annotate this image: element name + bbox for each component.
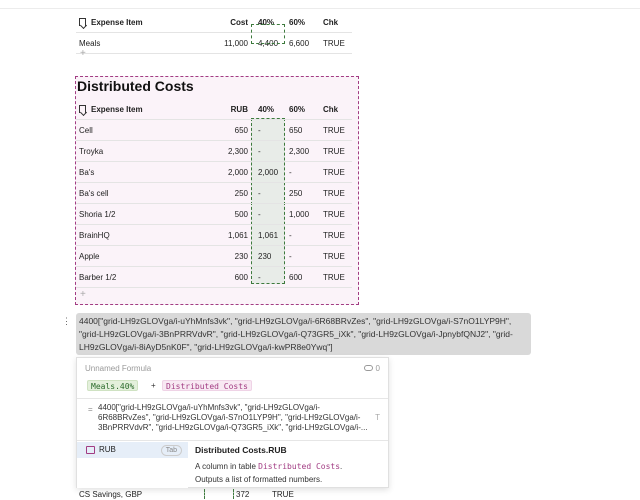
cell-60[interactable]: 6,600	[289, 38, 310, 48]
column-header-60[interactable]: 60%	[289, 17, 306, 27]
table-row[interactable]	[76, 204, 352, 225]
detail-description: A column in table Distributed Costs. Outputs a list of formatted numbers.	[195, 462, 343, 484]
cell-60[interactable]: 1,000	[289, 209, 310, 219]
cell-chk[interactable]: TRUE	[323, 167, 345, 177]
column-header-expense-item[interactable]: Expense Item	[79, 99, 143, 119]
cell-chk[interactable]: TRUE	[323, 146, 345, 156]
column-header-chk[interactable]: Chk	[323, 104, 339, 114]
formula-editor-popup	[76, 357, 389, 488]
table-row[interactable]	[76, 246, 352, 267]
cell-rub[interactable]: 250	[234, 188, 248, 198]
cell-name[interactable]: Apple	[79, 251, 100, 261]
table-title: Distributed Costs	[77, 78, 194, 94]
column-header-60[interactable]: 60%	[289, 104, 306, 114]
table-header-row	[76, 12, 352, 33]
autocomplete-list	[77, 442, 188, 488]
cell-rub[interactable]: 2,300	[227, 146, 248, 156]
autocomplete-item-rub[interactable]	[77, 442, 188, 458]
formula-chip-distributed-costs[interactable]: Distributed Costs	[162, 380, 252, 391]
cell-chk[interactable]: TRUE	[323, 272, 345, 282]
cell-chk[interactable]: TRUE	[323, 251, 345, 261]
column-header-rub[interactable]: RUB	[230, 104, 248, 114]
cell-chk[interactable]: TRUE	[323, 125, 345, 135]
meals-table	[76, 12, 352, 54]
cell-40[interactable]: 1,061	[258, 230, 279, 240]
cell-rub[interactable]: 230	[234, 251, 248, 261]
top-divider	[0, 8, 640, 9]
cell-40[interactable]: 4,400	[258, 38, 279, 48]
tab-key-hint: Tab	[161, 445, 182, 456]
divider	[77, 440, 388, 441]
autocomplete-detail	[195, 445, 385, 486]
formula-name[interactable]: Unnamed Formula	[85, 364, 152, 373]
cell-60[interactable]: -	[289, 167, 292, 177]
column-header-expense-item[interactable]: Expense Item	[79, 12, 143, 32]
cell-rub[interactable]: 600	[234, 272, 248, 282]
column-header-chk[interactable]: Chk	[323, 17, 339, 27]
cell-rub[interactable]: 650	[234, 125, 248, 135]
cell-60[interactable]: 650	[289, 125, 303, 135]
table-row[interactable]	[76, 183, 352, 204]
formula-operator-plus: +	[151, 381, 156, 390]
cell-60[interactable]: 372	[236, 489, 250, 499]
table-row[interactable]	[76, 120, 352, 141]
column-icon	[86, 446, 95, 454]
cell-chk[interactable]: TRUE	[272, 489, 294, 499]
table-row[interactable]	[76, 162, 352, 183]
cell-60[interactable]: 2,300	[289, 146, 310, 156]
cell-name[interactable]: Barber 1/2	[79, 272, 117, 282]
formula-result-preview: 4400["grid-LH9zGLOVga/i-uYhMnfs3vk", "grid-LH9zGLOVga/i-6R68BRvZes", "grid-LH9zGLOVga/i-S7nO1LYP9H", "grid-LH9zGLOVga/i-3BnPRRVdvR", "grid-LH9zGLOVga/i-Q73GR5_iXk", "grid-LH9zGLOVga/i-...	[98, 403, 368, 432]
link-icon	[364, 365, 373, 371]
cell-40[interactable]: -	[258, 272, 261, 282]
selected-column-highlight	[204, 489, 234, 499]
column-header-40[interactable]: 40%	[258, 17, 275, 27]
cell-40[interactable]: -	[258, 146, 261, 156]
cell-name[interactable]: Ba's cell	[79, 188, 109, 198]
cell-rub[interactable]: 1,061	[227, 230, 248, 240]
formula-chip-meals-40[interactable]: Meals.40%	[87, 380, 138, 391]
cell-40[interactable]: 2,000	[258, 167, 279, 177]
cell-chk[interactable]: TRUE	[323, 38, 345, 48]
cell-name[interactable]: Troyka	[79, 146, 104, 156]
column-header-40[interactable]: 40%	[258, 104, 275, 114]
cell-name[interactable]: Ba's	[79, 167, 95, 177]
cell-chk[interactable]: TRUE	[323, 188, 345, 198]
table-row[interactable]	[76, 33, 352, 54]
selected-cell-highlight	[251, 24, 285, 44]
cell-40[interactable]: 230	[258, 251, 272, 261]
cell-rub[interactable]: 500	[234, 209, 248, 219]
equals-icon: =	[88, 405, 93, 414]
table-reference: Distributed Costs	[258, 462, 341, 471]
cell-60[interactable]: -	[289, 230, 292, 240]
detail-title: Distributed Costs.RUB	[195, 445, 287, 455]
formula-result-display[interactable]: 4400["grid-LH9zGLOVga/i-uYhMnfs3vk", "grid-LH9zGLOVga/i-6R68BRvZes", "grid-LH9zGLOVga/i-S7nO1LYP9H", "grid-LH9zGLOVga/i-3BnPRRVdvR", "grid-LH9zGLOVga/i-Q73GR5_iXk", "grid-LH9zGLOVga/i-JpnybfQNJ2", "grid-LH9zGLOVga/i-8iAyD5nK0F", "grid-LH9zGLOVga/i-kwPR8e0Ywq"]	[76, 313, 531, 355]
cell-60[interactable]: 250	[289, 188, 303, 198]
cell-rub[interactable]: 2,000	[227, 167, 248, 177]
cell-40[interactable]: -	[258, 188, 261, 198]
cell-cost[interactable]: 11,000	[224, 38, 248, 48]
cell-60[interactable]: -	[289, 251, 292, 261]
references-count[interactable]: 0	[364, 364, 380, 373]
cell-40[interactable]: -	[258, 125, 261, 135]
cell-name[interactable]: BrainHQ	[79, 230, 110, 240]
cell-name[interactable]: Meals	[79, 38, 101, 48]
distributed-costs-table	[76, 99, 352, 288]
drag-handle-icon[interactable]: ⋮	[62, 316, 71, 326]
text-type-icon: T	[375, 413, 380, 422]
table-row[interactable]	[76, 267, 352, 288]
cell-60[interactable]: 600	[289, 272, 303, 282]
autocomplete-label: RUB	[99, 445, 116, 454]
cell-chk[interactable]: TRUE	[323, 230, 345, 240]
column-header-cost[interactable]: Cost	[230, 17, 248, 27]
add-row-button[interactable]: +	[80, 48, 86, 59]
table-row[interactable]	[76, 141, 352, 162]
cell-name[interactable]: CS Savings, GBP	[79, 489, 143, 499]
add-row-button[interactable]: +	[80, 289, 86, 300]
bookmark-icon	[79, 18, 86, 26]
cell-40[interactable]: -	[258, 209, 261, 219]
divider	[77, 398, 388, 399]
cell-chk[interactable]: TRUE	[323, 209, 345, 219]
table-header-row	[76, 99, 352, 120]
table-row[interactable]	[76, 488, 352, 500]
bookmark-icon	[79, 105, 86, 113]
cell-name[interactable]: Shoria 1/2	[79, 209, 116, 219]
cell-name[interactable]: Cell	[79, 125, 93, 135]
table-row[interactable]	[76, 225, 352, 246]
